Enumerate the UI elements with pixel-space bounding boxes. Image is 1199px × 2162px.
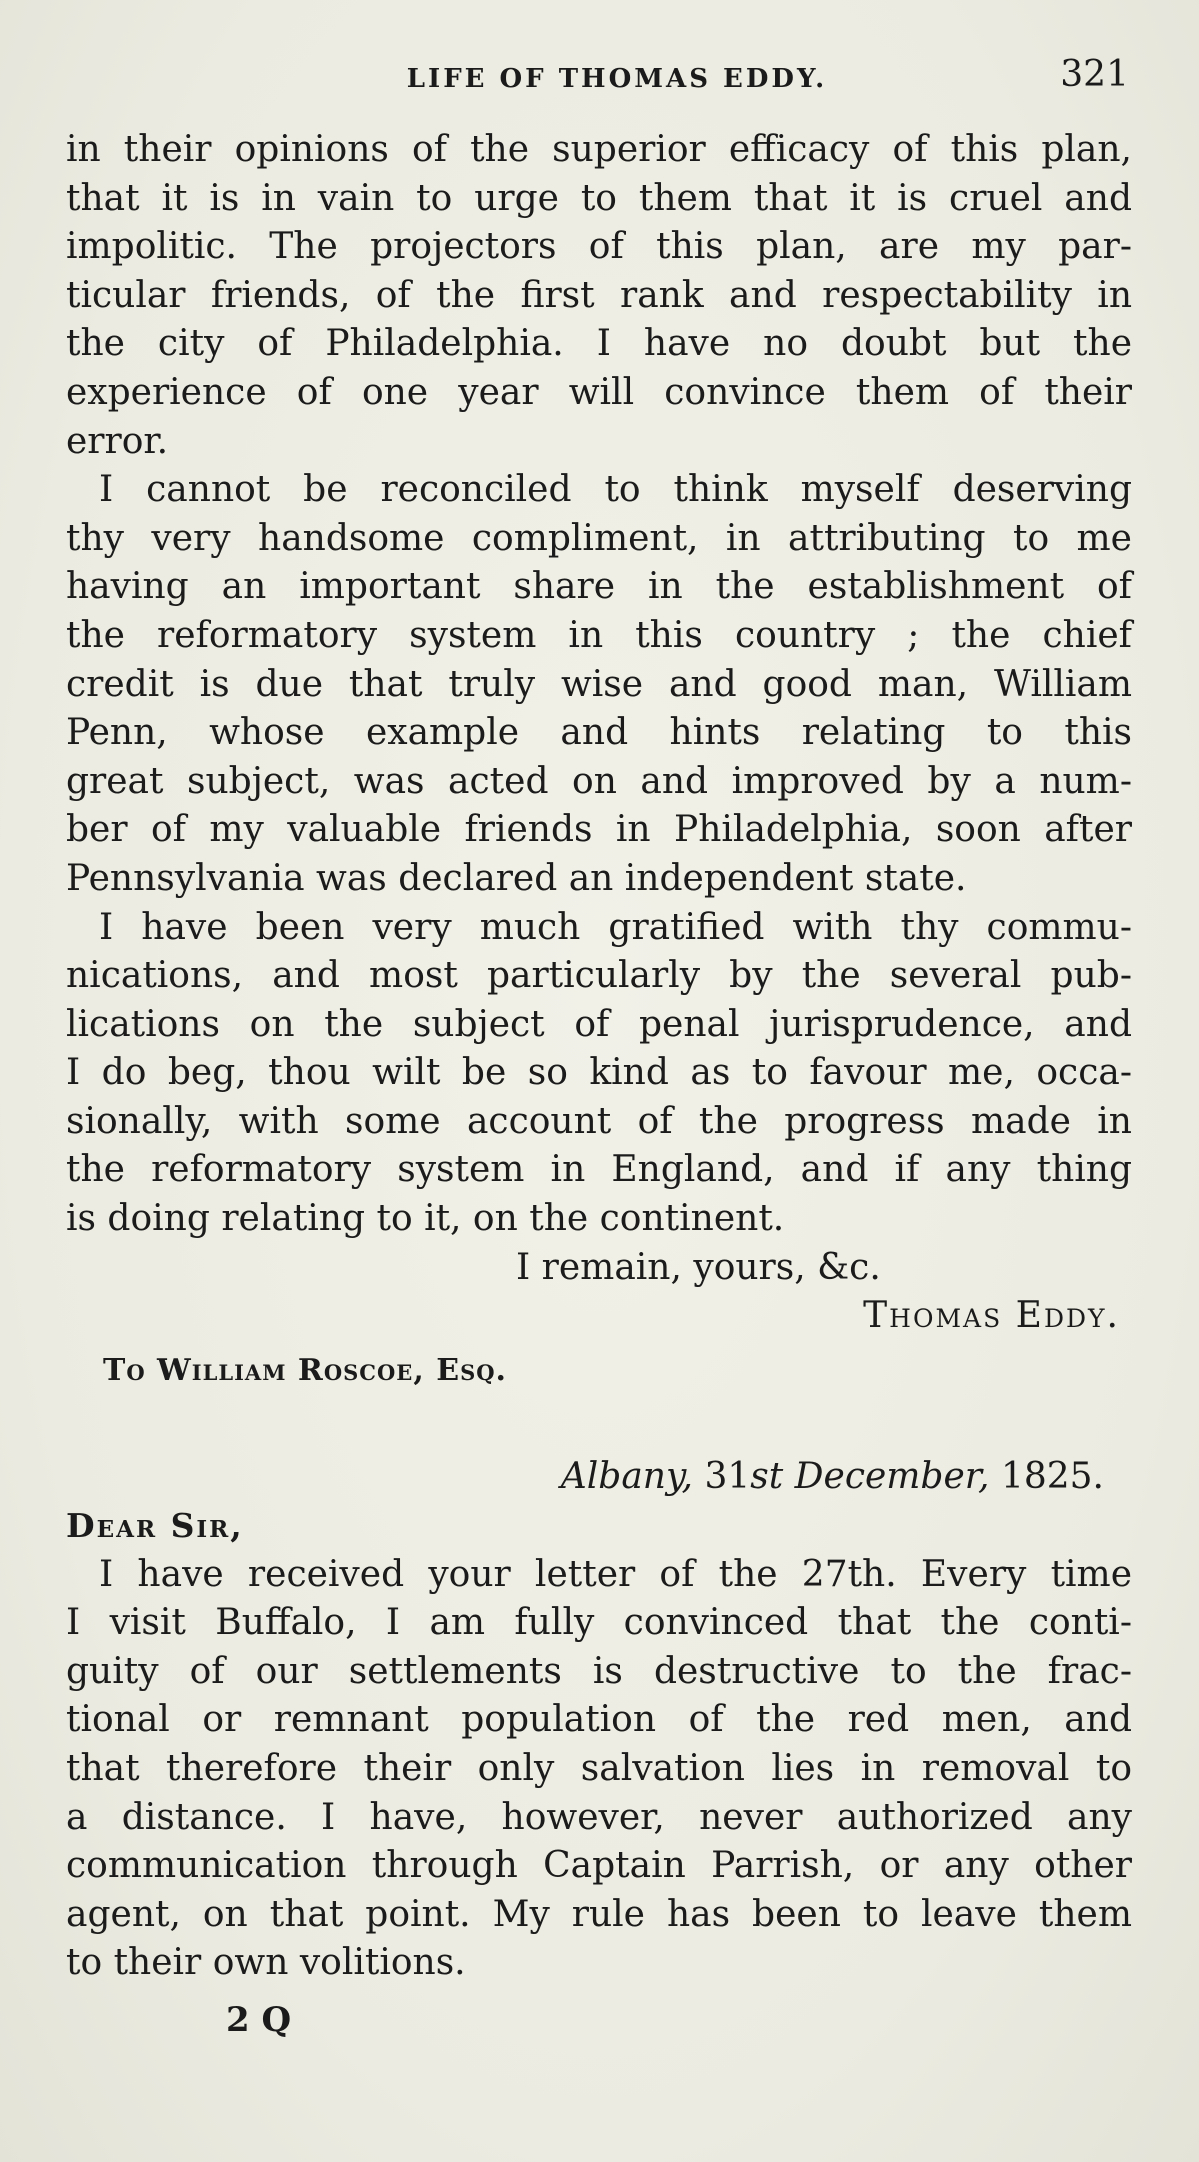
letter-dateline [66, 1453, 1132, 1502]
text-line: I visit Buffalo, I am fully convinced that the conti- [66, 1602, 1132, 1644]
text-line: guity of our settlements is destructive to the frac- [66, 1650, 1132, 1692]
text-line: a distance. I have, however, never authorized any [66, 1796, 1132, 1838]
text-line: nications, and most particularly by the several pub- [66, 955, 1132, 997]
text-line: I cannot be reconciled to think myself deserving [99, 469, 1132, 511]
text-line: Penn, whose example and hints relating to this [66, 712, 1132, 754]
text-line: great subject, was acted on and improved by a num- [66, 760, 1132, 802]
text-line: the reformatory system in this country ; the chief [66, 614, 1132, 656]
text-line: lications on the subject of penal jurisprudence, and [66, 1003, 1132, 1045]
text-line: I have been very much gratified with thy commu- [99, 906, 1132, 948]
text-line: agent, on that point. My rule has been to leave them [66, 1893, 1132, 1935]
text-line: credit is due that truly wise and good man, William [66, 663, 1132, 705]
text-line: ber of my valuable friends in Philadelphia, soon after [66, 809, 1132, 851]
text-line: sionally, with some account of the progress made in [66, 1100, 1132, 1142]
text-line: thy very handsome compliment, in attributing to me [66, 517, 1132, 559]
text-line: experience of one year will convince them of their [66, 371, 1132, 413]
page-number: 321 [1060, 54, 1129, 95]
text-line: Pennsylvania was declared an independent state. [66, 857, 967, 899]
text-line: I have received your letter of the 27th. Every time [99, 1553, 1132, 1595]
paragraph [66, 904, 1132, 1244]
paragraph [66, 1551, 1132, 1988]
text-line: impolitic. The projectors of this plan, are my par- [66, 226, 1132, 268]
text-line: tional or remnant population of the red men, and [66, 1699, 1132, 1741]
text-line: ticular friends, of the first rank and respectability in [66, 274, 1132, 316]
text-line: that therefore their only salvation lies in removal to [66, 1748, 1132, 1789]
text-line: the reformatory system in England, and if any thing [66, 1149, 1132, 1191]
text-line: the city of Philadelphia. I have no doubt but the [66, 323, 1132, 365]
date-day-number: 31 [704, 1456, 751, 1498]
date-place: Albany, [560, 1456, 693, 1498]
letter-salutation: Dear Sir, [66, 1506, 244, 1546]
text-line: is doing relating to it, on the continent. [66, 1198, 785, 1240]
printer-signature-mark: 2 Q [226, 1999, 292, 2040]
date-day-suffix: st [750, 1456, 784, 1498]
running-title: LIFE OF THOMAS EDDY. [406, 64, 828, 94]
text-line: having an important share in the establishment of [66, 566, 1132, 608]
text-line: in their opinions of the superior efficacy of this plan, [66, 129, 1132, 170]
paragraph [66, 126, 1132, 466]
paragraph [66, 466, 1132, 903]
page-header [65, 54, 1129, 102]
page-body [66, 126, 1132, 2045]
date-month: December, [794, 1456, 990, 1498]
text-line: communication through Captain Parrish, or any other [66, 1845, 1132, 1887]
text-line: to their own volitions. [66, 1942, 466, 1984]
letter-closing: I remain, yours, &c. [516, 1246, 881, 1288]
letter-signature: Thomas Eddy. [863, 1295, 1120, 1337]
text-line: I do beg, thou wilt be so kind as to favour me, occa- [66, 1052, 1132, 1094]
date-year: 1825. [1000, 1456, 1104, 1498]
text-line: that it is in vain to urge to them that it is cruel and [66, 177, 1132, 219]
text-line: error. [66, 420, 169, 462]
letter-addressee: To William Roscoe, Esq. [103, 1352, 507, 1388]
